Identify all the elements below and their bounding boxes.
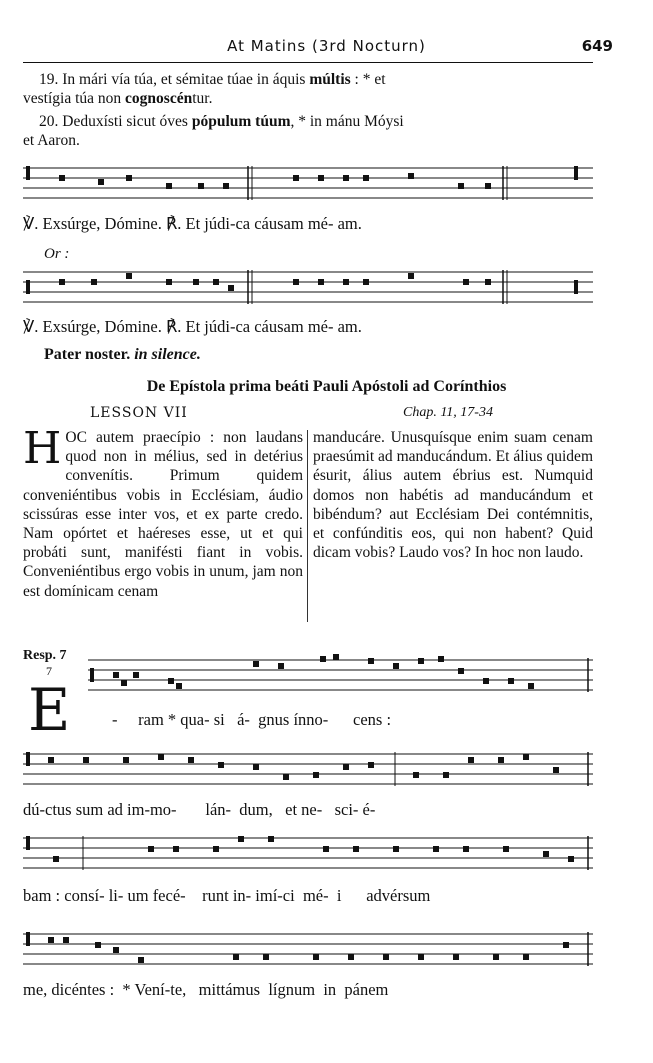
v20-text-a: 20. Deduxísti sicut óves xyxy=(39,113,192,130)
v19-text-f: tur. xyxy=(192,90,213,107)
lesson-left-text: OC autem praecípio : non laudans quod non in mélius, sed in detérius convenítis. Primum quidem conveniéntibus vobis in Ecclésiam, áudio scissúras esse inter vos, et ex parte credo. Nam opórtet et haéreses esse, ut et qui probáti sunt, manifésti fiant in vobis. Conveniéntibus ergo vobis in unum, jam non est domínicam cenam xyxy=(23,429,303,600)
header-rule xyxy=(23,62,593,63)
responsory-label: Resp. 7 xyxy=(23,648,67,663)
v19-bold: múltis xyxy=(309,71,351,88)
or-label: Or : xyxy=(44,246,70,262)
lesson-right-column: manducáre. Unusquísque enim suam cenam praesúmit ad manducándum. Et álius quidem ésurit, álius autem ébrius est. Numquid domos non habétis ad manducándum et bibéndum? aut Ecclésiam Dei contémnitis, et confúnditis eos, qui non habent? Quid dicam vobis? Laudo vos? In hoc non laudo. xyxy=(313,429,593,562)
v19-text-d: vestígia túa non xyxy=(23,90,126,107)
v19-bold-2: cognoscén xyxy=(125,90,193,107)
pater-italic: in silence. xyxy=(134,346,201,363)
responsory-lyric-3: bam : consí- li- um fecé- runt in- imí-ci mé- i advérsum xyxy=(23,886,431,905)
chant-staff-1 xyxy=(23,158,593,208)
responsory-lyric-4: me, dicéntes : * Vení-te, mittámus lígnum in pánem xyxy=(23,980,389,999)
pater-bold: Pater noster. xyxy=(44,346,131,363)
pater-noster-rubric xyxy=(44,346,201,364)
psalm-verse-20 xyxy=(23,112,593,150)
page-number: 649 xyxy=(581,37,613,55)
chant-staff-2 xyxy=(23,262,593,312)
versicle-1-lyric: ℣. Exsúrge, Dómine. ℟. Et júdi-ca cáusam mé- am. xyxy=(23,214,362,233)
v19-text-c: : * et xyxy=(350,71,386,88)
psalm-verse-20-line2: et Aaron. xyxy=(23,132,80,149)
responsory-staff-2 xyxy=(23,744,593,794)
running-header-title: At Matins (3rd Nocturn) xyxy=(227,37,426,55)
v19-text-a: 19. In mári vía túa, et sémitae túae in áquis xyxy=(39,71,310,88)
psalm-verse-19-line1 xyxy=(23,70,593,89)
responsory-lyric-2: dú-ctus sum ad im-mo- lán- dum, et ne- sci- é- xyxy=(23,800,376,819)
drop-capital: H xyxy=(23,423,62,474)
v20-bold: pópulum xyxy=(191,113,252,130)
responsory-initial: E xyxy=(28,676,71,744)
v20-bold-2: túum xyxy=(255,113,291,130)
responsory-staff-3 xyxy=(23,828,593,878)
responsory-staff-1 xyxy=(88,650,593,704)
versicle-2-lyric: ℣. Exsúrge, Dómine. ℟. Et júdi-ca cáusam mé- am. xyxy=(23,317,362,336)
psalm-verse-20-line1 xyxy=(23,112,593,131)
psalm-verse-19 xyxy=(23,70,593,108)
lesson-label: LESSON VII xyxy=(90,405,188,421)
epistle-title: De Epístola prima beáti Pauli Apóstoli ad Corínthios xyxy=(146,378,507,395)
lesson-left-column xyxy=(23,423,303,601)
responsory-staff-4 xyxy=(23,924,593,974)
chapter-reference: Chap. 11, 17-34 xyxy=(403,405,493,420)
psalm-verse-19-line2 xyxy=(23,89,593,108)
responsory-mode: 7 xyxy=(46,664,52,678)
v20-text-e: , * in mánu Móysi xyxy=(290,113,404,130)
column-divider xyxy=(307,430,308,622)
responsory-lyric-1: - ram * qua- si á- gnus ínno- cens : xyxy=(112,710,392,729)
